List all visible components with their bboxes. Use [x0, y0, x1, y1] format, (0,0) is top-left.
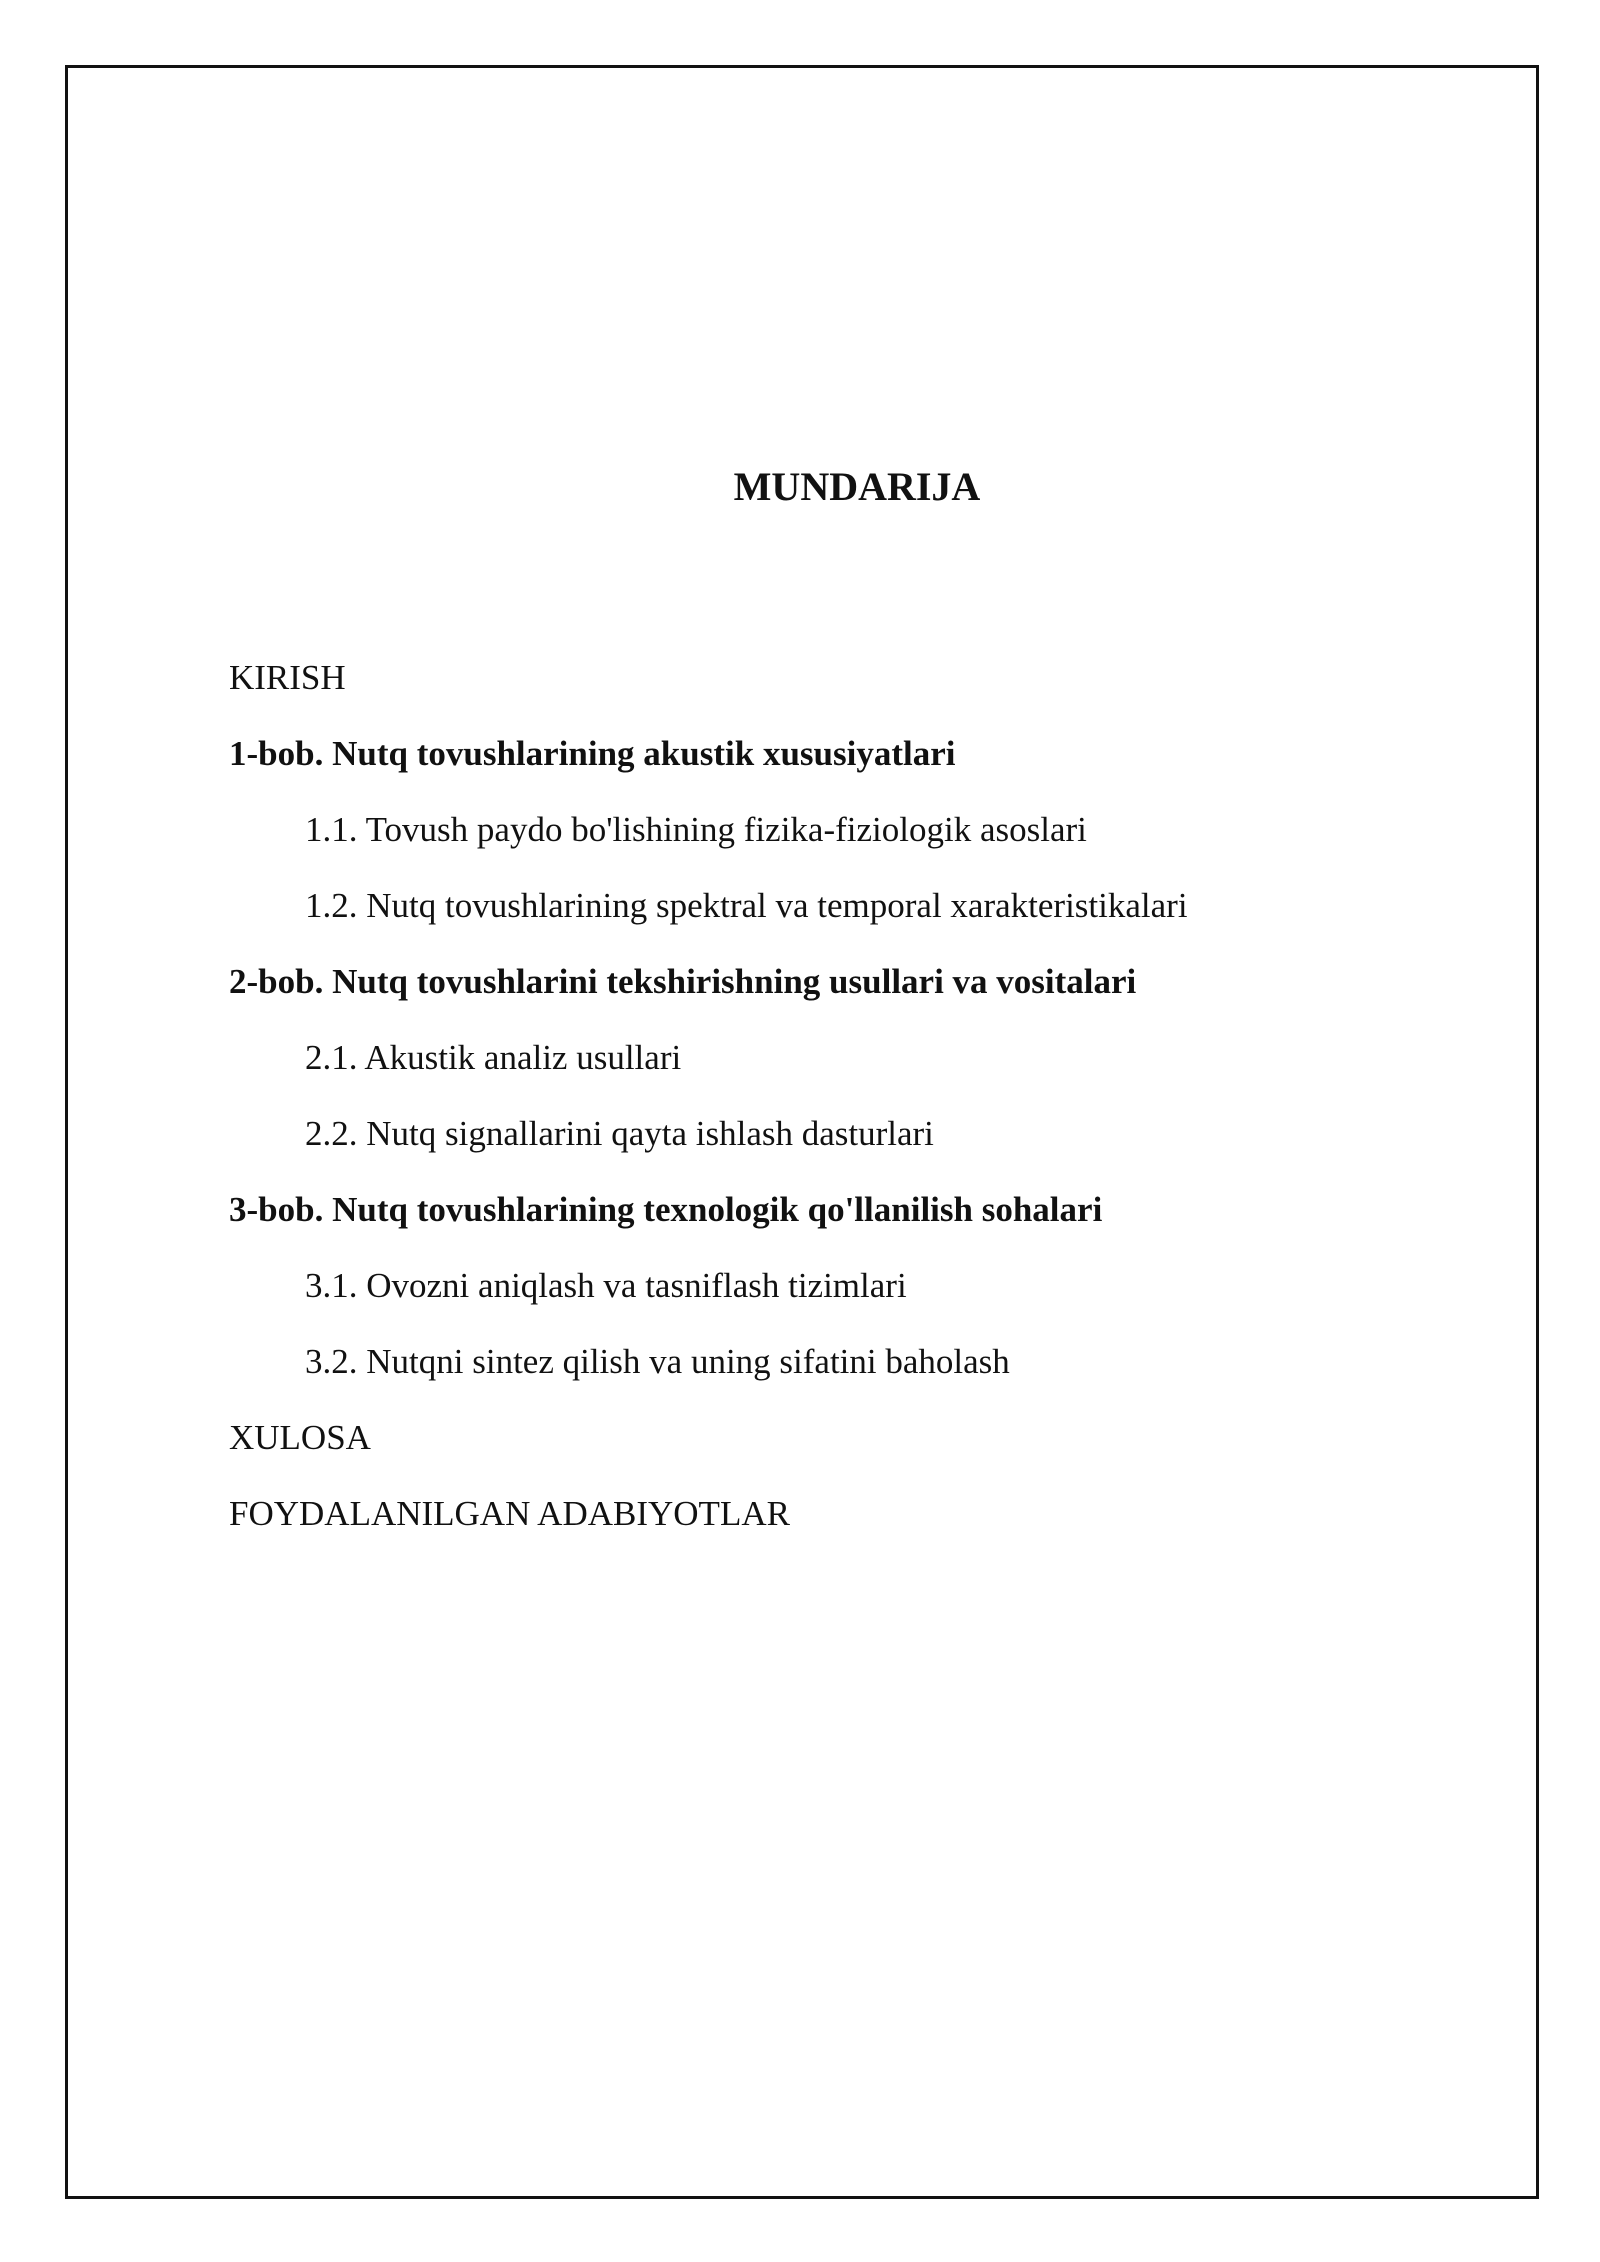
toc-item-introduction: KIRISH [229, 658, 346, 697]
toc-item-section-3-2: 3.2. Nutqni sintez qilish va uning sifatini baholash [305, 1342, 1010, 1381]
toc-item-chapter-3: 3-bob. Nutq tovushlarining texnologik qo'llanilish sohalari [229, 1190, 1103, 1229]
toc-item-chapter-1: 1-bob. Nutq tovushlarining akustik xususiyatlari [229, 734, 956, 773]
toc-item-section-2-2: 2.2. Nutq signallarini qayta ishlash dasturlari [305, 1114, 934, 1153]
page-title: MUNDARIJA [733, 464, 981, 509]
toc-item-conclusion: XULOSA [229, 1418, 371, 1457]
toc-item-references: FOYDALANILGAN ADABIYOTLAR [229, 1494, 790, 1533]
table-of-contents [229, 640, 1429, 1552]
toc-item-section-1-1: 1.1. Tovush paydo bo'lishining fizika-fiziologik asoslari [305, 810, 1087, 849]
toc-item-section-2-1: 2.1. Akustik analiz usullari [305, 1038, 682, 1077]
toc-item-section-1-2: 1.2. Nutq tovushlarining spektral va temporal xarakteristikalari [305, 886, 1188, 925]
toc-item-chapter-2: 2-bob. Nutq tovushlarini tekshirishning usullari va vositalari [229, 962, 1137, 1001]
toc-item-section-3-1: 3.1. Ovozni aniqlash va tasniflash tizimlari [305, 1266, 907, 1305]
